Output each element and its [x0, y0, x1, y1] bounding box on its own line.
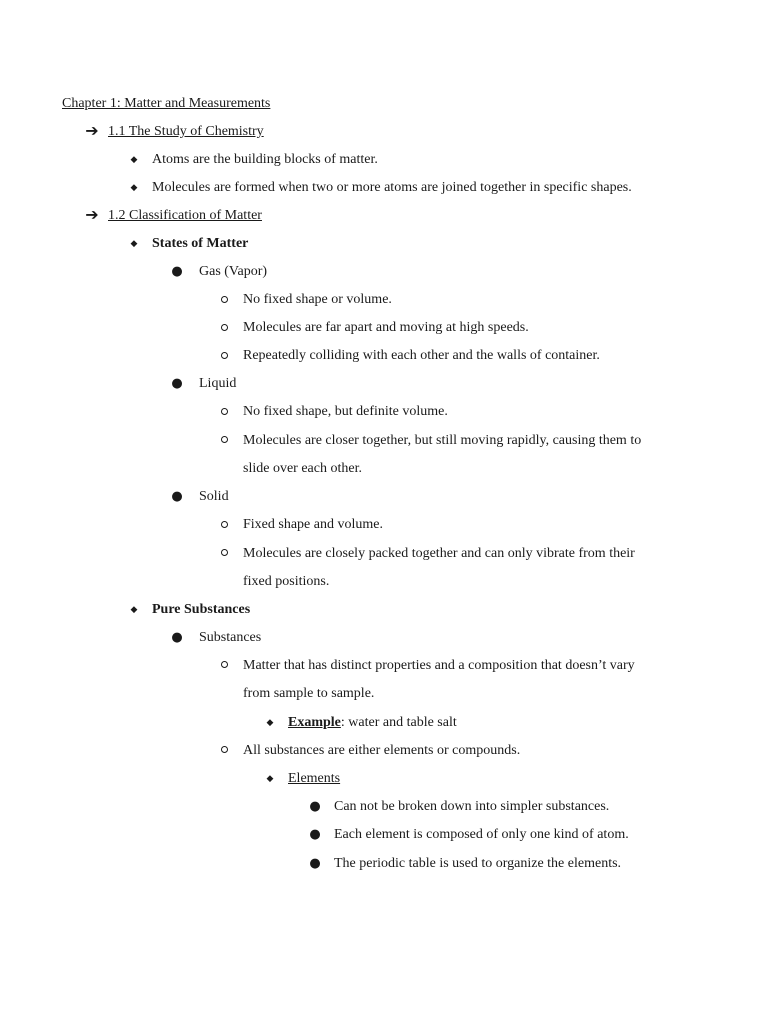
dot-bullet-icon: ● — [309, 799, 321, 814]
elements-label: Elements — [288, 771, 341, 786]
list-item: Can not be broken down into simpler substances. — [334, 799, 610, 814]
circle-bullet-icon — [221, 436, 228, 443]
circle-bullet-icon — [221, 296, 228, 303]
circle-bullet-icon — [221, 549, 228, 556]
dot-bullet-icon: ● — [171, 630, 183, 645]
example-line — [288, 714, 457, 732]
list-item: The periodic table is used to organize the elements. — [334, 856, 622, 871]
list-item-continuation: fixed positions. — [243, 574, 330, 589]
list-item: All substances are either elements or compounds. — [243, 743, 521, 758]
list-item: Repeatedly colliding with each other and the walls of container. — [243, 348, 600, 363]
dot-bullet-icon: ● — [309, 856, 321, 871]
circle-bullet-icon — [221, 746, 228, 753]
dot-bullet-icon: ● — [171, 376, 183, 391]
states-heading: States of Matter — [152, 236, 249, 251]
dot-bullet-icon: ● — [309, 827, 321, 842]
example-label: Example — [288, 715, 341, 730]
list-item-continuation: slide over each other. — [243, 461, 362, 476]
list-item: Molecules are closer together, but still moving rapidly, causing them to — [243, 433, 642, 448]
list-item: Molecules are closely packed together and can only vibrate from their — [243, 546, 635, 561]
list-item: Matter that has distinct properties and a composition that doesn’t vary — [243, 658, 635, 673]
solid-label: Solid — [199, 489, 229, 504]
circle-bullet-icon — [221, 661, 228, 668]
list-item: Molecules are far apart and moving at high speeds. — [243, 320, 529, 335]
diamond-bullet-icon: ◆ — [266, 774, 274, 784]
circle-bullet-icon — [221, 521, 228, 528]
list-item: Molecules are formed when two or more atoms are joined together in specific shapes. — [152, 180, 632, 195]
arrow-bullet-icon: ➔ — [85, 205, 99, 224]
dot-bullet-icon: ● — [171, 489, 183, 504]
list-item: No fixed shape or volume. — [243, 292, 392, 307]
gas-label: Gas (Vapor) — [199, 264, 268, 279]
circle-bullet-icon — [221, 408, 228, 415]
arrow-bullet-icon: ➔ — [85, 121, 99, 140]
list-item-continuation: from sample to sample. — [243, 686, 375, 701]
dot-bullet-icon: ● — [171, 264, 183, 279]
diamond-bullet-icon: ◆ — [130, 239, 138, 249]
diamond-bullet-icon: ◆ — [130, 183, 138, 193]
diamond-bullet-icon: ◆ — [266, 718, 274, 728]
section-1-1-title: 1.1 The Study of Chemistry — [108, 124, 264, 139]
pure-substances-heading: Pure Substances — [152, 602, 251, 617]
liquid-label: Liquid — [199, 376, 237, 391]
example-text: : water and table salt — [340, 715, 457, 730]
substances-label: Substances — [199, 630, 262, 645]
chapter-title: Chapter 1: Matter and Measurements — [62, 96, 271, 111]
circle-bullet-icon — [221, 324, 228, 331]
diamond-bullet-icon: ◆ — [130, 605, 138, 615]
section-1-2-title: 1.2 Classification of Matter — [108, 208, 262, 223]
list-item: Each element is composed of only one kind of atom. — [334, 827, 629, 842]
list-item: Fixed shape and volume. — [243, 517, 383, 532]
list-item: No fixed shape, but definite volume. — [243, 404, 448, 419]
diamond-bullet-icon: ◆ — [130, 155, 138, 165]
list-item: Atoms are the building blocks of matter. — [152, 152, 378, 167]
circle-bullet-icon — [221, 352, 228, 359]
